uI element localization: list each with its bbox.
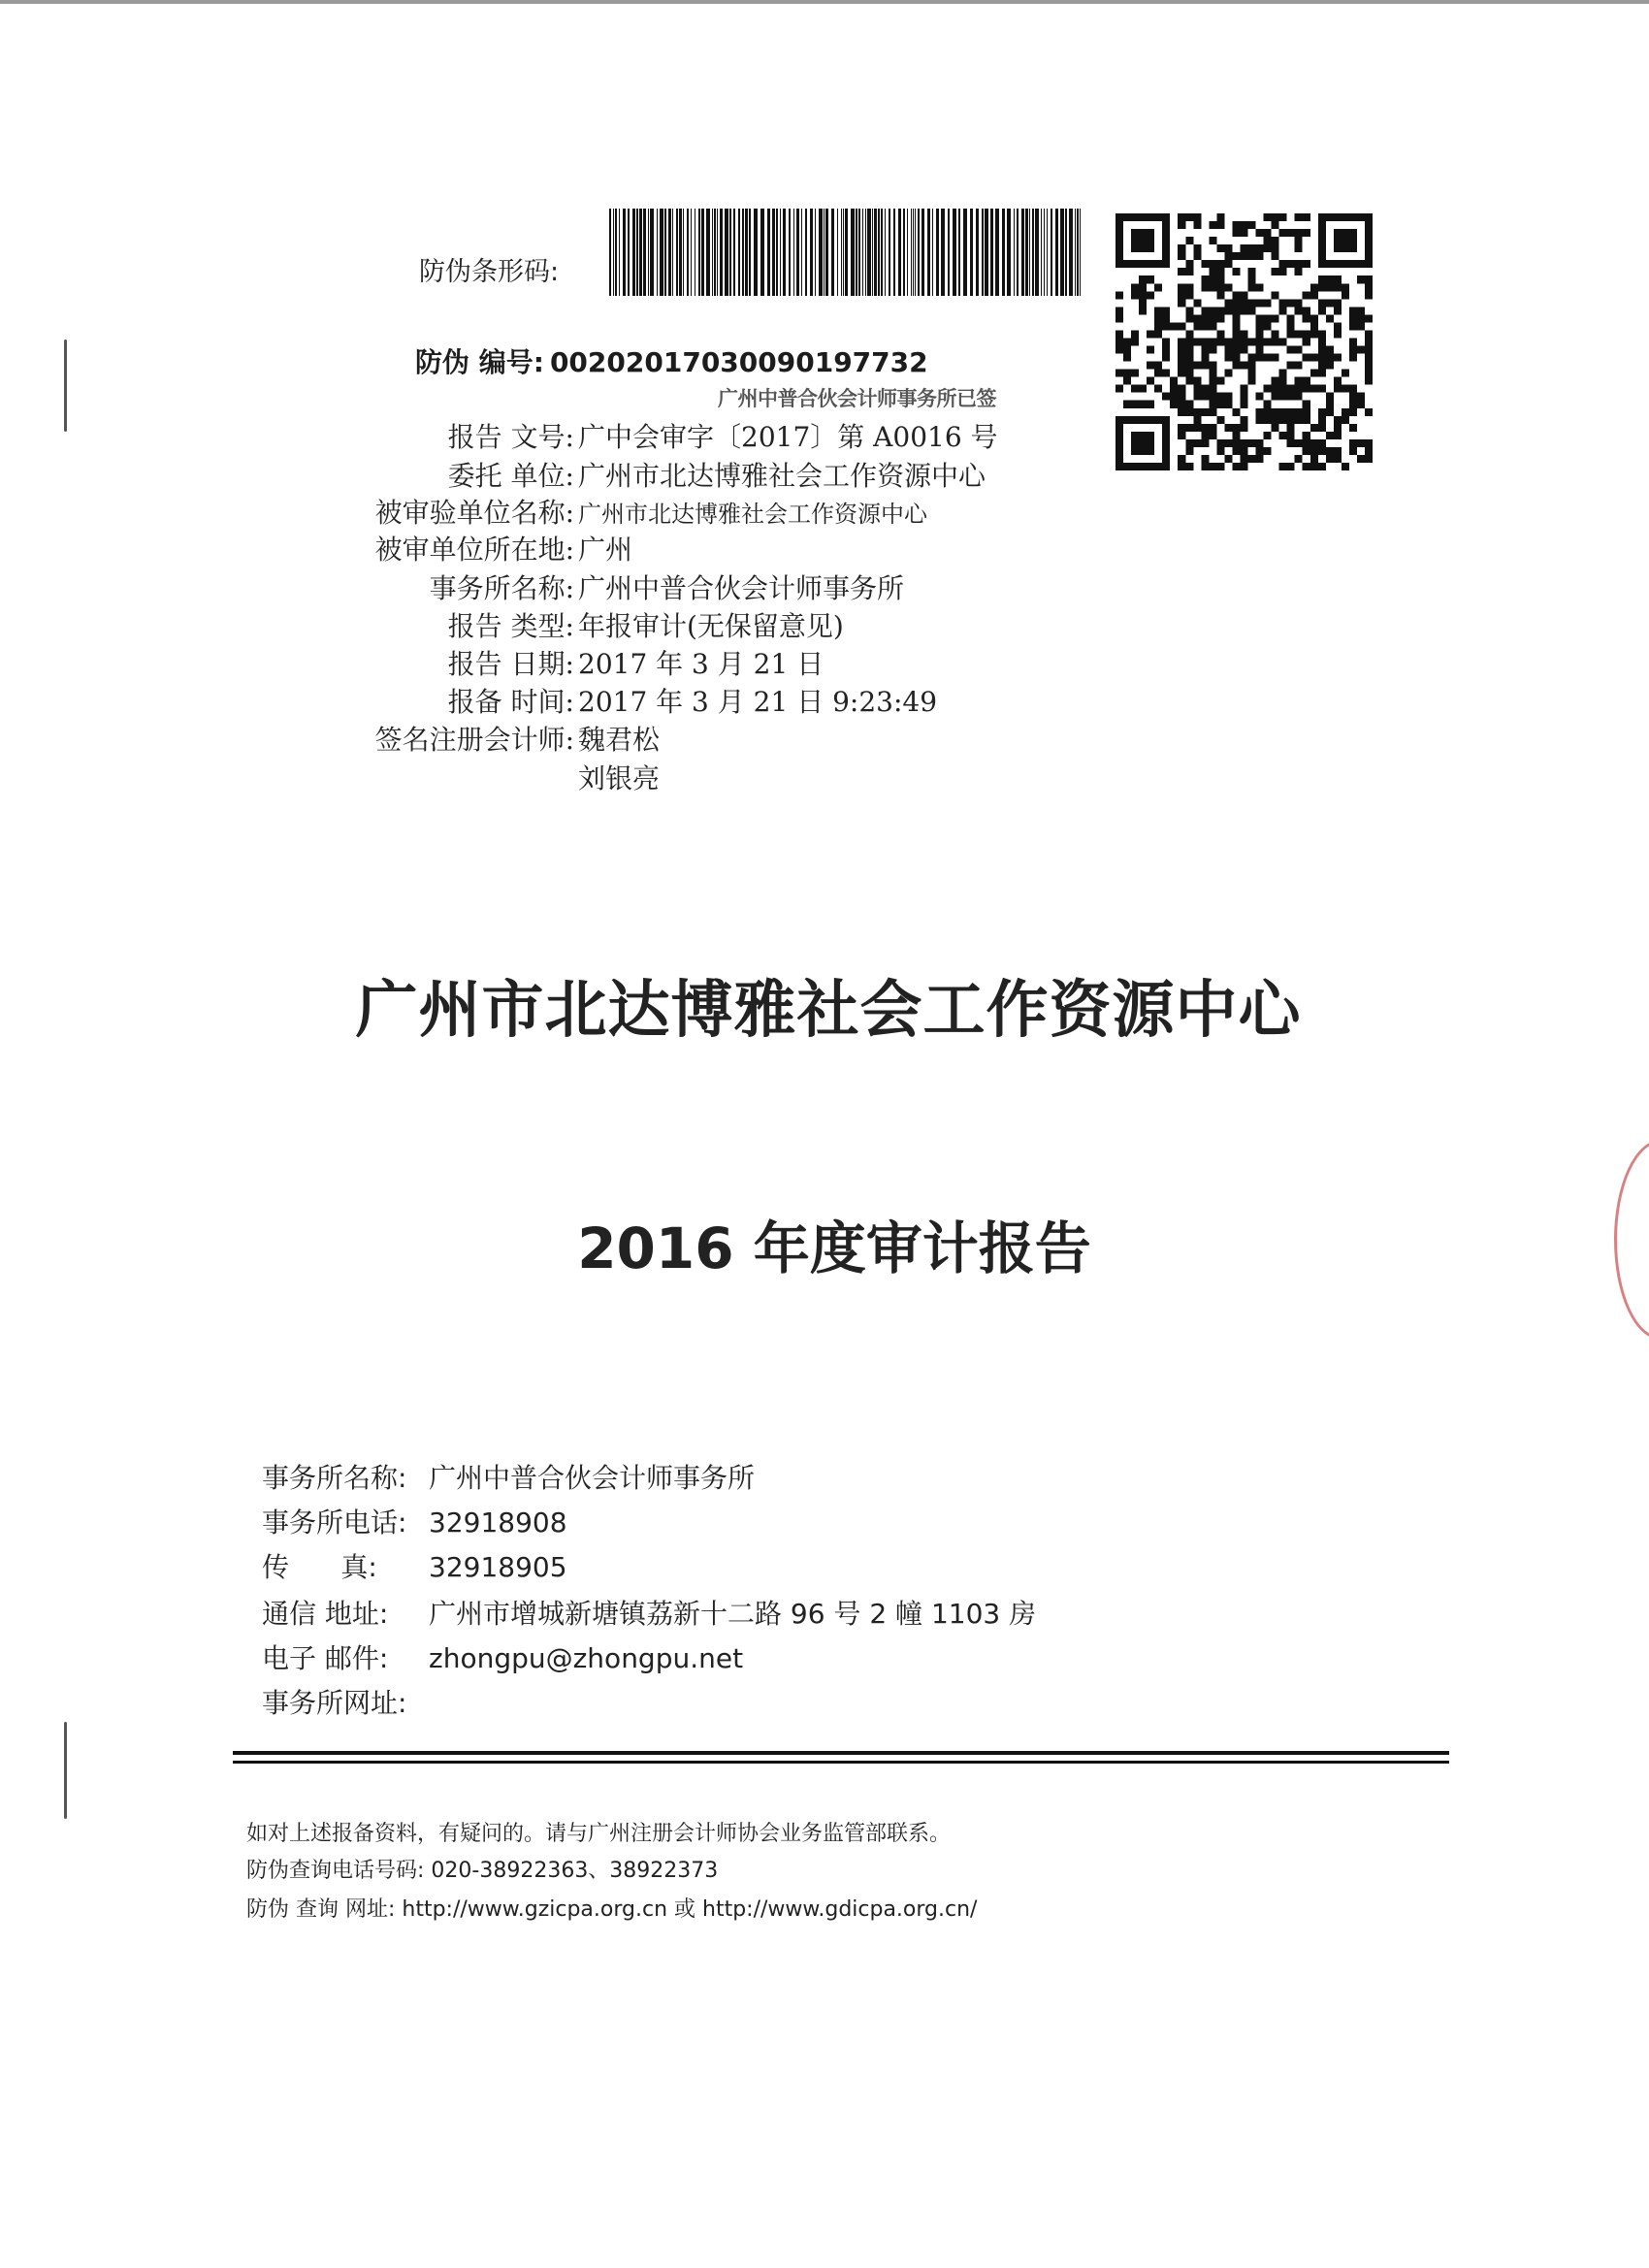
- firm-value: 32918908: [429, 1507, 567, 1539]
- info-value: 广州市北达博雅社会工作资源中心: [578, 501, 927, 528]
- footer-query-phone: 防伪查询电话号码: 020-38922363、38922373: [246, 1859, 719, 1883]
- report-title: 2016 年度审计报告: [577, 1215, 1091, 1281]
- info-row-client: [349, 458, 986, 495]
- info-row-report-date: [349, 646, 824, 683]
- info-value: 广州市北达博雅社会工作资源中心: [578, 460, 986, 492]
- divider-rule-top: [233, 1751, 1449, 1755]
- anti-fake-label: 防伪 编号:: [415, 346, 544, 378]
- info-value: 广州中普合伙会计师事务所: [578, 572, 905, 604]
- firm-value: 广州中普合伙会计师事务所: [429, 1462, 756, 1494]
- qr-code: [1116, 213, 1373, 470]
- info-label: 报告 日期:: [447, 648, 574, 680]
- info-value: 广州: [578, 534, 633, 566]
- info-value: 魏君松: [578, 724, 661, 756]
- firm-row-address: [262, 1593, 1036, 1636]
- info-label: 被审验单位名称:: [374, 497, 574, 529]
- firm-row-website: [262, 1682, 429, 1725]
- info-row-report-number: [349, 419, 998, 456]
- info-label: 被审单位所在地:: [374, 534, 574, 566]
- firm-label: 事务所电话:: [262, 1507, 407, 1539]
- info-row-filing-time: [349, 684, 937, 721]
- divider-rule-bottom: [233, 1761, 1449, 1764]
- info-label: 报备 时间:: [447, 686, 574, 718]
- info-value: 年报审计(无保留意见): [578, 610, 844, 642]
- anti-fake-number-row: [415, 341, 928, 380]
- firm-value: zhongpu@zhongpu.net: [429, 1642, 744, 1674]
- entity-title: 广州市北达博雅社会工作资源中心: [355, 975, 1302, 1047]
- firm-row-fax: [262, 1546, 567, 1589]
- footer-contact-note: 如对上述报备资料，有疑问的。请与广州注册会计师协会业务监管部联系。: [246, 1822, 952, 1846]
- barcode-label: 防伪条形码:: [419, 257, 560, 287]
- firm-label: 事务所名称:: [262, 1462, 407, 1494]
- info-row-signing-cpa-2: [349, 761, 660, 797]
- info-value: 2017 年 3 月 21 日 9:23:49: [578, 686, 938, 718]
- firm-label: 传 真:: [262, 1551, 377, 1583]
- info-row-audited-entity: [349, 495, 927, 532]
- footer-query-url: 防伪 查询 网址: http://www.gzicpa.org.cn 或 http://www.gdicpa.org.cn/: [246, 1897, 978, 1922]
- binder-hole-mark-bottom: [64, 1722, 67, 1819]
- info-label: 签名注册会计师:: [374, 724, 574, 756]
- info-row-entity-location: [349, 532, 632, 568]
- page-top-edge: [0, 0, 1649, 4]
- info-label: 事务所名称:: [429, 572, 574, 604]
- firm-row-email: [262, 1637, 743, 1680]
- binder-hole-mark-top: [64, 340, 67, 432]
- firm-value: 广州市增城新塘镇荔新十二路 96 号 2 幢 1103 房: [429, 1598, 1037, 1630]
- info-value: 2017 年 3 月 21 日: [578, 648, 824, 680]
- firm-label: 电子 邮件:: [262, 1642, 389, 1674]
- firm-signed-stamp: 广州中普合伙会计师事务所已签: [718, 387, 996, 410]
- info-value: 广中会审字〔2017〕第 A0016 号: [578, 421, 998, 453]
- anti-fake-barcode: [609, 209, 1081, 296]
- info-row-signing-cpa: [349, 722, 660, 759]
- info-row-firm-name: [349, 570, 904, 607]
- firm-label: 通信 地址:: [262, 1598, 389, 1630]
- anti-fake-number: 00202017030090197732: [549, 346, 928, 378]
- info-label: 报告 文号:: [447, 421, 574, 453]
- firm-label: 事务所网址:: [262, 1687, 407, 1719]
- info-label: 委托 单位:: [447, 460, 574, 492]
- firm-row-phone: [262, 1502, 567, 1544]
- info-value: 刘银亮: [578, 762, 661, 794]
- firm-value: 32918905: [429, 1551, 567, 1583]
- info-row-report-type: [349, 608, 844, 645]
- firm-row-name: [262, 1457, 755, 1500]
- info-label: 报告 类型:: [447, 610, 574, 642]
